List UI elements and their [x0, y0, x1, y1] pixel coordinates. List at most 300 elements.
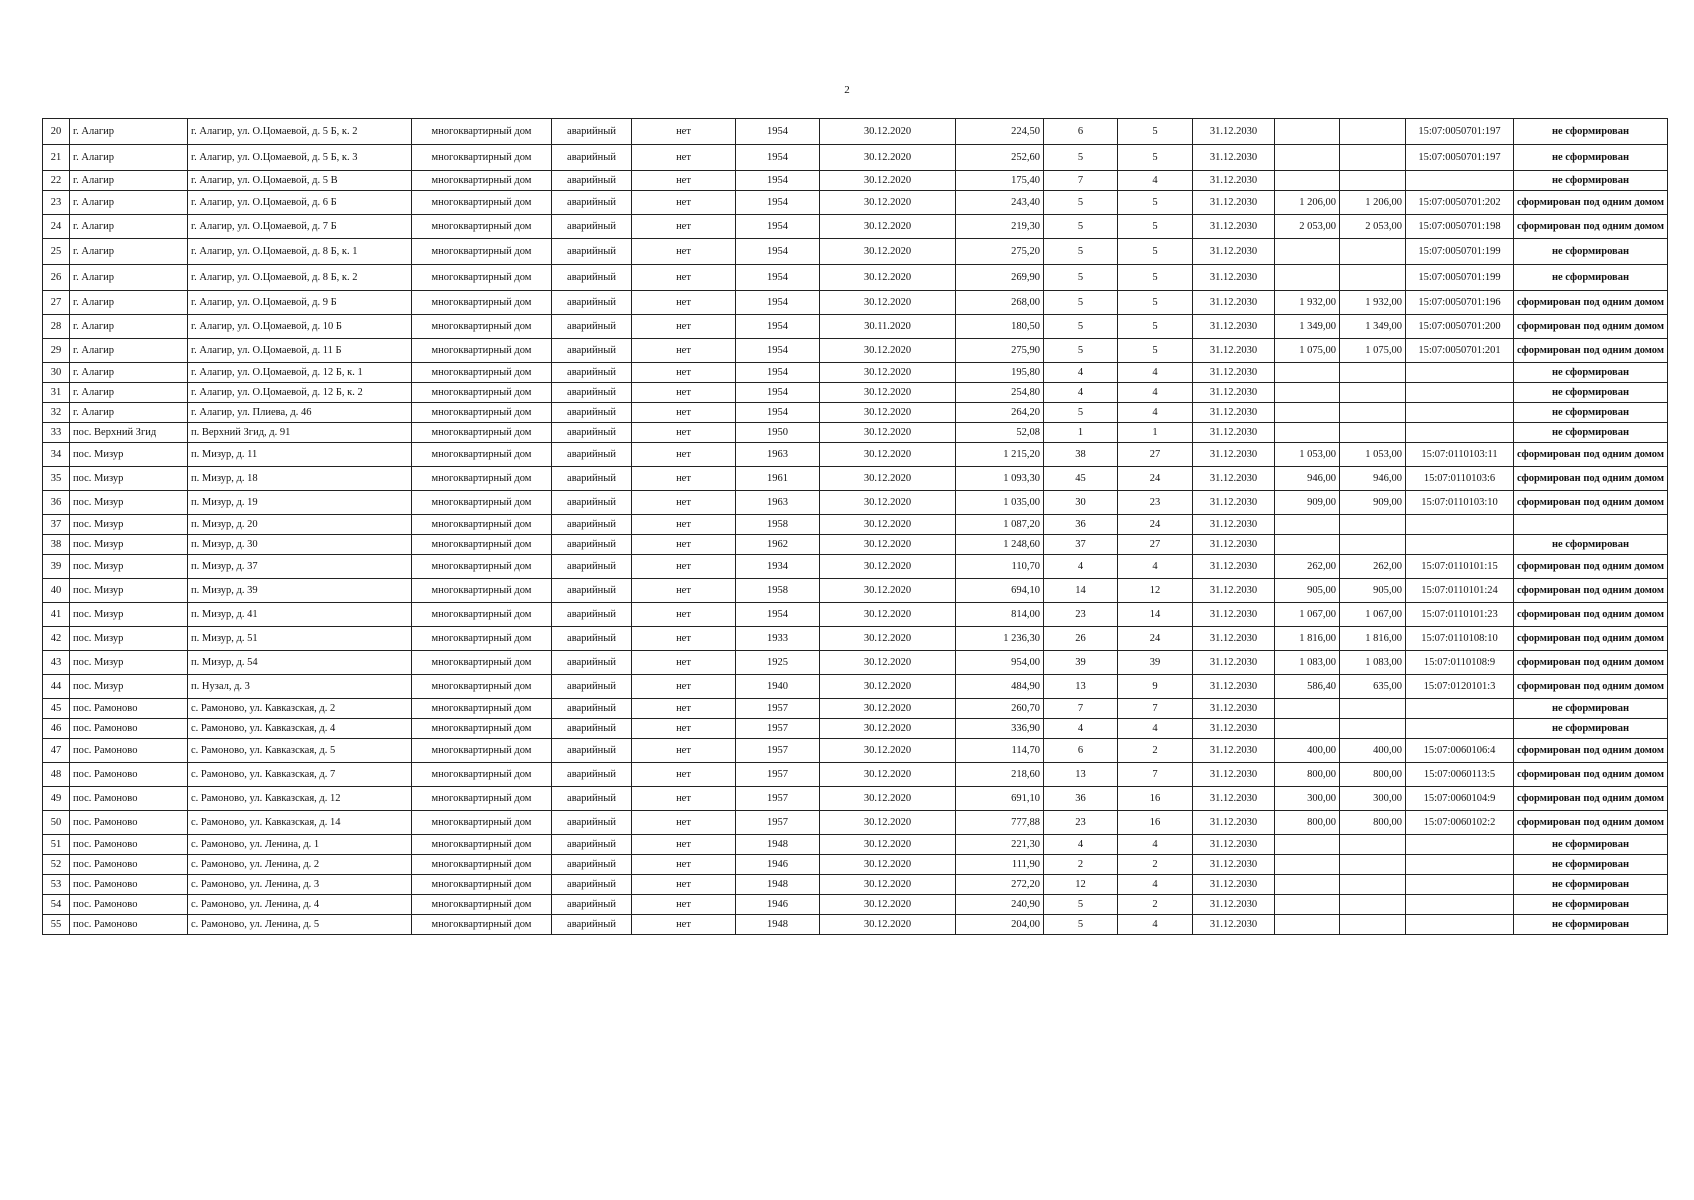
- count-2-cell: 5: [1118, 265, 1193, 291]
- land-status-cell: не сформирован: [1514, 383, 1668, 403]
- address-cell: г. Алагир, ул. О.Цомаевой, д. 6 Б: [188, 191, 412, 215]
- area-cell: 814,00: [956, 603, 1044, 627]
- address-cell: г. Алагир, ул. О.Цомаевой, д. 8 Б, к. 1: [188, 239, 412, 265]
- row-number: 33: [43, 423, 70, 443]
- build-year-cell: 1957: [736, 787, 820, 811]
- land-status-cell: не сформирован: [1514, 699, 1668, 719]
- recognition-date-cell: 30.12.2020: [820, 339, 956, 363]
- table-row: [43, 383, 1668, 403]
- row-number: 32: [43, 403, 70, 423]
- table-row: [43, 491, 1668, 515]
- land-area-1-cell: 262,00: [1275, 555, 1340, 579]
- flag-cell: нет: [632, 191, 736, 215]
- build-year-cell: 1958: [736, 515, 820, 535]
- row-number: 20: [43, 119, 70, 145]
- land-status-cell: сформирован под одним домом: [1514, 315, 1668, 339]
- count-2-cell: 24: [1118, 467, 1193, 491]
- settlement-cell: пос. Мизур: [70, 579, 188, 603]
- table-row: [43, 191, 1668, 215]
- area-cell: 264,20: [956, 403, 1044, 423]
- building-type-cell: многоквартирный дом: [412, 651, 552, 675]
- count-1-cell: 5: [1044, 265, 1118, 291]
- land-area-1-cell: [1275, 719, 1340, 739]
- settlement-cell: пос. Мизур: [70, 555, 188, 579]
- condition-cell: аварийный: [552, 835, 632, 855]
- row-number: 21: [43, 145, 70, 171]
- build-year-cell: 1925: [736, 651, 820, 675]
- build-year-cell: 1957: [736, 719, 820, 739]
- flag-cell: нет: [632, 875, 736, 895]
- land-area-2-cell: 1 067,00: [1340, 603, 1406, 627]
- condition-cell: аварийный: [552, 363, 632, 383]
- address-cell: п. Нузал, д. 3: [188, 675, 412, 699]
- land-status-cell: не сформирован: [1514, 265, 1668, 291]
- area-cell: 114,70: [956, 739, 1044, 763]
- building-type-cell: многоквартирный дом: [412, 119, 552, 145]
- land-status-cell: сформирован под одним домом: [1514, 787, 1668, 811]
- cadastral-number-cell: 15:07:0050701:197: [1406, 145, 1514, 171]
- count-1-cell: 36: [1044, 787, 1118, 811]
- recognition-date-cell: 30.12.2020: [820, 491, 956, 515]
- address-cell: п. Мизур, д. 18: [188, 467, 412, 491]
- table-row: [43, 535, 1668, 555]
- address-cell: п. Мизур, д. 20: [188, 515, 412, 535]
- cadastral-number-cell: 15:07:0110108:10: [1406, 627, 1514, 651]
- build-year-cell: 1950: [736, 423, 820, 443]
- address-cell: п. Мизур, д. 30: [188, 535, 412, 555]
- table-row: [43, 603, 1668, 627]
- table-row: [43, 579, 1668, 603]
- cadastral-number-cell: 15:07:0120101:3: [1406, 675, 1514, 699]
- deadline-cell: 31.12.2030: [1193, 443, 1275, 467]
- build-year-cell: 1954: [736, 403, 820, 423]
- settlement-cell: г. Алагир: [70, 145, 188, 171]
- land-area-2-cell: [1340, 145, 1406, 171]
- count-2-cell: 16: [1118, 811, 1193, 835]
- deadline-cell: 31.12.2030: [1193, 145, 1275, 171]
- land-area-1-cell: 1 816,00: [1275, 627, 1340, 651]
- row-number: 47: [43, 739, 70, 763]
- land-area-2-cell: [1340, 855, 1406, 875]
- deadline-cell: 31.12.2030: [1193, 423, 1275, 443]
- land-status-cell: сформирован под одним домом: [1514, 739, 1668, 763]
- deadline-cell: 31.12.2030: [1193, 535, 1275, 555]
- recognition-date-cell: 30.12.2020: [820, 895, 956, 915]
- deadline-cell: 31.12.2030: [1193, 363, 1275, 383]
- area-cell: 111,90: [956, 855, 1044, 875]
- cadastral-number-cell: 15:07:0110103:11: [1406, 443, 1514, 467]
- build-year-cell: 1933: [736, 627, 820, 651]
- row-number: 49: [43, 787, 70, 811]
- table-row: [43, 443, 1668, 467]
- count-2-cell: 2: [1118, 739, 1193, 763]
- address-cell: г. Алагир, ул. О.Цомаевой, д. 11 Б: [188, 339, 412, 363]
- area-cell: 204,00: [956, 915, 1044, 935]
- row-number: 38: [43, 535, 70, 555]
- building-type-cell: многоквартирный дом: [412, 291, 552, 315]
- cadastral-number-cell: [1406, 855, 1514, 875]
- land-area-2-cell: 300,00: [1340, 787, 1406, 811]
- land-area-1-cell: 1 075,00: [1275, 339, 1340, 363]
- land-area-1-cell: [1275, 239, 1340, 265]
- area-cell: 180,50: [956, 315, 1044, 339]
- deadline-cell: 31.12.2030: [1193, 339, 1275, 363]
- address-cell: с. Рамоново, ул. Ленина, д. 5: [188, 915, 412, 935]
- land-area-2-cell: 2 053,00: [1340, 215, 1406, 239]
- area-cell: 240,90: [956, 895, 1044, 915]
- address-cell: п. Верхний Згид, д. 91: [188, 423, 412, 443]
- build-year-cell: 1954: [736, 315, 820, 339]
- flag-cell: нет: [632, 171, 736, 191]
- table-row: [43, 315, 1668, 339]
- count-1-cell: 5: [1044, 339, 1118, 363]
- land-area-1-cell: [1275, 515, 1340, 535]
- land-area-1-cell: [1275, 171, 1340, 191]
- condition-cell: аварийный: [552, 339, 632, 363]
- recognition-date-cell: 30.12.2020: [820, 719, 956, 739]
- deadline-cell: 31.12.2030: [1193, 739, 1275, 763]
- land-status-cell: сформирован под одним домом: [1514, 467, 1668, 491]
- flag-cell: нет: [632, 239, 736, 265]
- count-1-cell: 38: [1044, 443, 1118, 467]
- count-2-cell: 23: [1118, 491, 1193, 515]
- condition-cell: аварийный: [552, 443, 632, 467]
- area-cell: 254,80: [956, 383, 1044, 403]
- cadastral-number-cell: [1406, 699, 1514, 719]
- count-1-cell: 23: [1044, 811, 1118, 835]
- land-area-1-cell: 800,00: [1275, 811, 1340, 835]
- settlement-cell: пос. Рамоново: [70, 895, 188, 915]
- building-type-cell: многоквартирный дом: [412, 555, 552, 579]
- flag-cell: нет: [632, 811, 736, 835]
- flag-cell: нет: [632, 651, 736, 675]
- land-status-cell: не сформирован: [1514, 239, 1668, 265]
- land-area-1-cell: 1 932,00: [1275, 291, 1340, 315]
- land-area-2-cell: [1340, 895, 1406, 915]
- land-area-1-cell: 905,00: [1275, 579, 1340, 603]
- count-2-cell: 39: [1118, 651, 1193, 675]
- land-area-1-cell: [1275, 265, 1340, 291]
- building-type-cell: многоквартирный дом: [412, 239, 552, 265]
- address-cell: п. Мизур, д. 11: [188, 443, 412, 467]
- condition-cell: аварийный: [552, 579, 632, 603]
- table-row: [43, 699, 1668, 719]
- condition-cell: аварийный: [552, 535, 632, 555]
- condition-cell: аварийный: [552, 763, 632, 787]
- build-year-cell: 1957: [736, 811, 820, 835]
- land-area-1-cell: [1275, 895, 1340, 915]
- table-row: [43, 215, 1668, 239]
- address-cell: с. Рамоново, ул. Кавказская, д. 5: [188, 739, 412, 763]
- land-area-2-cell: [1340, 171, 1406, 191]
- table-row: [43, 339, 1668, 363]
- building-type-cell: многоквартирный дом: [412, 491, 552, 515]
- count-1-cell: 4: [1044, 719, 1118, 739]
- count-1-cell: 37: [1044, 535, 1118, 555]
- row-number: 42: [43, 627, 70, 651]
- deadline-cell: 31.12.2030: [1193, 603, 1275, 627]
- build-year-cell: 1954: [736, 145, 820, 171]
- cadastral-number-cell: [1406, 835, 1514, 855]
- cadastral-number-cell: [1406, 423, 1514, 443]
- count-1-cell: 12: [1044, 875, 1118, 895]
- deadline-cell: 31.12.2030: [1193, 383, 1275, 403]
- settlement-cell: г. Алагир: [70, 265, 188, 291]
- land-status-cell: не сформирован: [1514, 915, 1668, 935]
- building-type-cell: многоквартирный дом: [412, 699, 552, 719]
- land-area-1-cell: [1275, 835, 1340, 855]
- flag-cell: нет: [632, 787, 736, 811]
- cadastral-number-cell: [1406, 363, 1514, 383]
- land-area-1-cell: 1 067,00: [1275, 603, 1340, 627]
- land-area-2-cell: 1 206,00: [1340, 191, 1406, 215]
- land-status-cell: сформирован под одним домом: [1514, 555, 1668, 579]
- deadline-cell: 31.12.2030: [1193, 875, 1275, 895]
- address-cell: г. Алагир, ул. О.Цомаевой, д. 5 Б, к. 3: [188, 145, 412, 171]
- building-type-cell: многоквартирный дом: [412, 835, 552, 855]
- flag-cell: нет: [632, 515, 736, 535]
- row-number: 39: [43, 555, 70, 579]
- row-number: 23: [43, 191, 70, 215]
- land-area-2-cell: 1 349,00: [1340, 315, 1406, 339]
- area-cell: 1 236,30: [956, 627, 1044, 651]
- cadastral-number-cell: 15:07:0060106:4: [1406, 739, 1514, 763]
- cadastral-number-cell: 15:07:0050701:199: [1406, 265, 1514, 291]
- condition-cell: аварийный: [552, 491, 632, 515]
- flag-cell: нет: [632, 627, 736, 651]
- table-row: [43, 811, 1668, 835]
- row-number: 44: [43, 675, 70, 699]
- count-1-cell: 13: [1044, 675, 1118, 699]
- building-type-cell: многоквартирный дом: [412, 339, 552, 363]
- deadline-cell: 31.12.2030: [1193, 403, 1275, 423]
- deadline-cell: 31.12.2030: [1193, 855, 1275, 875]
- deadline-cell: 31.12.2030: [1193, 191, 1275, 215]
- building-type-cell: многоквартирный дом: [412, 675, 552, 699]
- recognition-date-cell: 30.12.2020: [820, 915, 956, 935]
- flag-cell: нет: [632, 315, 736, 339]
- land-area-1-cell: [1275, 915, 1340, 935]
- deadline-cell: 31.12.2030: [1193, 515, 1275, 535]
- flag-cell: нет: [632, 119, 736, 145]
- count-2-cell: 4: [1118, 875, 1193, 895]
- row-number: 25: [43, 239, 70, 265]
- recognition-date-cell: 30.12.2020: [820, 675, 956, 699]
- address-cell: г. Алагир, ул. О.Цомаевой, д. 5 В: [188, 171, 412, 191]
- recognition-date-cell: 30.12.2020: [820, 763, 956, 787]
- count-1-cell: 39: [1044, 651, 1118, 675]
- build-year-cell: 1961: [736, 467, 820, 491]
- building-type-cell: многоквартирный дом: [412, 383, 552, 403]
- deadline-cell: 31.12.2030: [1193, 315, 1275, 339]
- row-number: 29: [43, 339, 70, 363]
- land-area-2-cell: 1 816,00: [1340, 627, 1406, 651]
- build-year-cell: 1954: [736, 383, 820, 403]
- land-area-1-cell: [1275, 875, 1340, 895]
- area-cell: 275,90: [956, 339, 1044, 363]
- recognition-date-cell: 30.11.2020: [820, 315, 956, 339]
- table-row: [43, 739, 1668, 763]
- build-year-cell: 1954: [736, 191, 820, 215]
- recognition-date-cell: 30.12.2020: [820, 265, 956, 291]
- recognition-date-cell: 30.12.2020: [820, 579, 956, 603]
- land-area-1-cell: 946,00: [1275, 467, 1340, 491]
- land-area-1-cell: [1275, 145, 1340, 171]
- recognition-date-cell: 30.12.2020: [820, 363, 956, 383]
- land-status-cell: сформирован под одним домом: [1514, 443, 1668, 467]
- cadastral-number-cell: [1406, 895, 1514, 915]
- recognition-date-cell: 30.12.2020: [820, 699, 956, 719]
- build-year-cell: 1954: [736, 339, 820, 363]
- land-area-1-cell: [1275, 403, 1340, 423]
- building-type-cell: многоквартирный дом: [412, 875, 552, 895]
- recognition-date-cell: 30.12.2020: [820, 603, 956, 627]
- count-1-cell: 1: [1044, 423, 1118, 443]
- condition-cell: аварийный: [552, 171, 632, 191]
- flag-cell: нет: [632, 363, 736, 383]
- flag-cell: нет: [632, 915, 736, 935]
- settlement-cell: пос. Рамоново: [70, 835, 188, 855]
- settlement-cell: пос. Мизур: [70, 467, 188, 491]
- flag-cell: нет: [632, 291, 736, 315]
- count-1-cell: 6: [1044, 119, 1118, 145]
- count-1-cell: 26: [1044, 627, 1118, 651]
- land-area-2-cell: [1340, 875, 1406, 895]
- condition-cell: аварийный: [552, 787, 632, 811]
- condition-cell: аварийный: [552, 875, 632, 895]
- land-status-cell: сформирован под одним домом: [1514, 191, 1668, 215]
- count-2-cell: 4: [1118, 363, 1193, 383]
- land-area-2-cell: [1340, 835, 1406, 855]
- flag-cell: нет: [632, 835, 736, 855]
- build-year-cell: 1948: [736, 835, 820, 855]
- settlement-cell: пос. Мизур: [70, 675, 188, 699]
- address-cell: п. Мизур, д. 39: [188, 579, 412, 603]
- condition-cell: аварийный: [552, 719, 632, 739]
- count-2-cell: 4: [1118, 719, 1193, 739]
- build-year-cell: 1940: [736, 675, 820, 699]
- count-2-cell: 5: [1118, 119, 1193, 145]
- land-area-2-cell: 1 932,00: [1340, 291, 1406, 315]
- flag-cell: нет: [632, 265, 736, 291]
- address-cell: п. Мизур, д. 19: [188, 491, 412, 515]
- area-cell: 1 087,20: [956, 515, 1044, 535]
- area-cell: 243,40: [956, 191, 1044, 215]
- land-area-2-cell: [1340, 239, 1406, 265]
- deadline-cell: 31.12.2030: [1193, 699, 1275, 719]
- cadastral-number-cell: 15:07:0110101:23: [1406, 603, 1514, 627]
- row-number: 26: [43, 265, 70, 291]
- recognition-date-cell: 30.12.2020: [820, 875, 956, 895]
- area-cell: 175,40: [956, 171, 1044, 191]
- table-row: [43, 119, 1668, 145]
- flag-cell: нет: [632, 467, 736, 491]
- condition-cell: аварийный: [552, 423, 632, 443]
- recognition-date-cell: 30.12.2020: [820, 383, 956, 403]
- address-cell: п. Мизур, д. 37: [188, 555, 412, 579]
- row-number: 28: [43, 315, 70, 339]
- deadline-cell: 31.12.2030: [1193, 763, 1275, 787]
- cadastral-number-cell: 15:07:0060102:2: [1406, 811, 1514, 835]
- land-status-cell: сформирован под одним домом: [1514, 811, 1668, 835]
- condition-cell: аварийный: [552, 291, 632, 315]
- row-number: 45: [43, 699, 70, 719]
- table-row: [43, 145, 1668, 171]
- land-status-cell: не сформирован: [1514, 535, 1668, 555]
- table-row: [43, 171, 1668, 191]
- row-number: 50: [43, 811, 70, 835]
- table-row: [43, 291, 1668, 315]
- cadastral-number-cell: 15:07:0050701:201: [1406, 339, 1514, 363]
- recognition-date-cell: 30.12.2020: [820, 467, 956, 491]
- land-status-cell: не сформирован: [1514, 363, 1668, 383]
- recognition-date-cell: 30.12.2020: [820, 787, 956, 811]
- condition-cell: аварийный: [552, 265, 632, 291]
- address-cell: с. Рамоново, ул. Кавказская, д. 4: [188, 719, 412, 739]
- flag-cell: нет: [632, 603, 736, 627]
- table-row: [43, 627, 1668, 651]
- building-type-cell: многоквартирный дом: [412, 265, 552, 291]
- land-area-1-cell: [1275, 383, 1340, 403]
- row-number: 48: [43, 763, 70, 787]
- flag-cell: нет: [632, 675, 736, 699]
- area-cell: 110,70: [956, 555, 1044, 579]
- area-cell: 221,30: [956, 835, 1044, 855]
- land-status-cell: не сформирован: [1514, 895, 1668, 915]
- settlement-cell: пос. Рамоново: [70, 763, 188, 787]
- building-type-cell: многоквартирный дом: [412, 171, 552, 191]
- recognition-date-cell: 30.12.2020: [820, 627, 956, 651]
- building-type-cell: многоквартирный дом: [412, 515, 552, 535]
- recognition-date-cell: 30.12.2020: [820, 239, 956, 265]
- settlement-cell: пос. Мизур: [70, 535, 188, 555]
- build-year-cell: 1963: [736, 443, 820, 467]
- row-number: 36: [43, 491, 70, 515]
- count-2-cell: 4: [1118, 835, 1193, 855]
- land-area-2-cell: 905,00: [1340, 579, 1406, 603]
- build-year-cell: 1957: [736, 763, 820, 787]
- land-status-cell: сформирован под одним домом: [1514, 627, 1668, 651]
- flag-cell: нет: [632, 383, 736, 403]
- land-area-2-cell: [1340, 403, 1406, 423]
- cadastral-number-cell: 15:07:0060104:9: [1406, 787, 1514, 811]
- settlement-cell: пос. Мизур: [70, 443, 188, 467]
- count-2-cell: 7: [1118, 763, 1193, 787]
- address-cell: г. Алагир, ул. Плиева, д. 46: [188, 403, 412, 423]
- settlement-cell: г. Алагир: [70, 119, 188, 145]
- address-cell: г. Алагир, ул. О.Цомаевой, д. 5 Б, к. 2: [188, 119, 412, 145]
- condition-cell: аварийный: [552, 191, 632, 215]
- recognition-date-cell: 30.12.2020: [820, 291, 956, 315]
- count-2-cell: 5: [1118, 315, 1193, 339]
- build-year-cell: 1962: [736, 535, 820, 555]
- deadline-cell: 31.12.2030: [1193, 239, 1275, 265]
- build-year-cell: 1948: [736, 915, 820, 935]
- recognition-date-cell: 30.12.2020: [820, 145, 956, 171]
- row-number: 51: [43, 835, 70, 855]
- building-type-cell: многоквартирный дом: [412, 787, 552, 811]
- recognition-date-cell: 30.12.2020: [820, 739, 956, 763]
- address-cell: г. Алагир, ул. О.Цомаевой, д. 9 Б: [188, 291, 412, 315]
- count-2-cell: 12: [1118, 579, 1193, 603]
- cadastral-number-cell: [1406, 403, 1514, 423]
- land-area-1-cell: 909,00: [1275, 491, 1340, 515]
- flag-cell: нет: [632, 145, 736, 171]
- table-row: [43, 915, 1668, 935]
- address-cell: п. Мизур, д. 51: [188, 627, 412, 651]
- flag-cell: нет: [632, 339, 736, 363]
- cadastral-number-cell: [1406, 535, 1514, 555]
